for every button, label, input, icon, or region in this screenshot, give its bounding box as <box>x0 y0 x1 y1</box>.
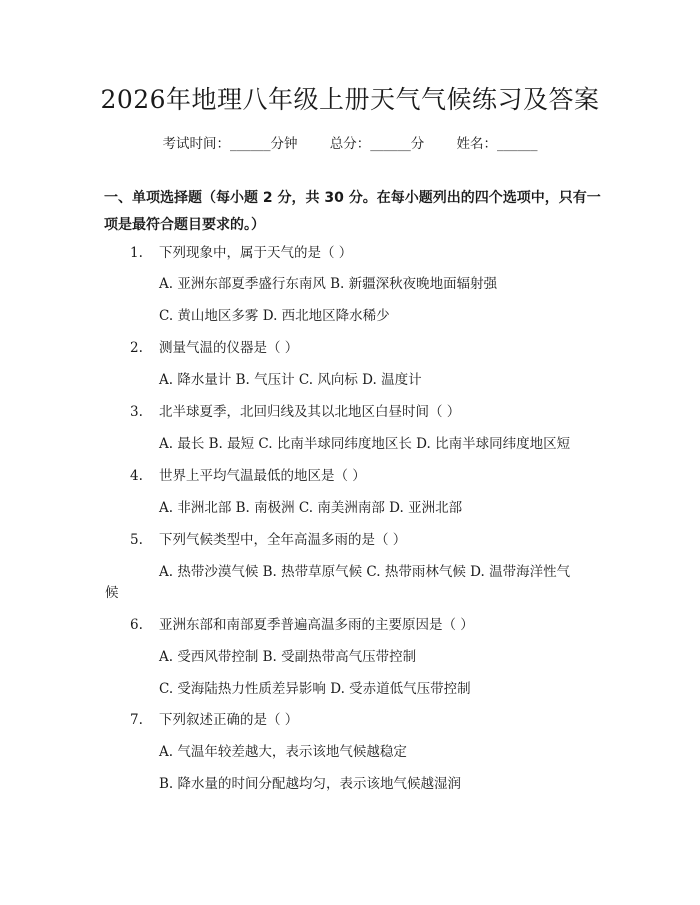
question-7-option-b: B. 降水量的时间分配越均匀，表示该地气候越湿润 <box>159 776 462 792</box>
question-number: 4. <box>130 468 143 484</box>
question-1-options-line-2: C. 黄山地区多雾 D. 西北地区降水稀少 <box>159 308 390 324</box>
question-text: 下列现象中，属于天气的是（ ） <box>159 245 353 261</box>
question-6-options-line-1: A. 受西风带控制 B. 受副热带高气压带控制 <box>159 649 417 665</box>
question-5-options-line-1: A. 热带沙漠气候 B. 热带草原气候 C. 热带雨林气候 D. 温带海洋性气 <box>159 564 571 580</box>
question-6-options-line-2: C. 受海陆热力性质差异影响 D. 受赤道低气压带控制 <box>159 681 471 697</box>
question-2-options: A. 降水量计 B. 气压计 C. 风向标 D. 温度计 <box>159 372 422 388</box>
question-number: 7. <box>130 712 143 728</box>
exam-info-line <box>0 132 700 152</box>
question-6 <box>130 612 474 639</box>
question-4-options: A. 非洲北部 B. 南极洲 C. 南美洲南部 D. 亚洲北部 <box>159 500 463 516</box>
student-name-field: 姓名：______ <box>456 136 538 152</box>
question-text: 亚洲东部和南部夏季普遍高温多雨的主要原因是（ ） <box>159 617 474 633</box>
question-1 <box>130 240 352 267</box>
question-5 <box>130 527 406 554</box>
page-title: 2026年地理八年级上册天气气候练习及答案 <box>100 85 600 114</box>
question-7 <box>130 707 298 734</box>
question-5-options-line-2: 候 <box>105 585 119 601</box>
question-number: 5. <box>130 532 143 548</box>
question-1-options-line-1: A. 亚洲东部夏季盛行东南风 B. 新疆深秋夜晚地面辐射强 <box>159 276 498 292</box>
question-text: 世界上平均气温最低的地区是（ ） <box>159 468 366 484</box>
question-number: 6. <box>130 617 143 633</box>
exam-time-field: 考试时间：______分钟 <box>162 136 298 152</box>
section-heading: 一、单项选择题（每小题 2 分，共 30 分。在每小题列出的四个选项中，只有一项是最符合题目要求的。） <box>104 190 601 233</box>
question-4 <box>130 463 366 490</box>
question-text: 下列叙述正确的是（ ） <box>159 712 299 728</box>
question-number: 3. <box>130 404 143 420</box>
question-7-option-a: A. 气温年较差越大，表示该地气候越稳定 <box>159 744 407 760</box>
question-text: 北半球夏季，北回归线及其以北地区白昼时间（ ） <box>159 404 461 420</box>
question-2 <box>130 335 298 362</box>
question-number: 1. <box>130 245 143 261</box>
total-score-field: 总分：______分 <box>329 136 425 152</box>
question-text: 测量气温的仪器是（ ） <box>159 340 299 356</box>
question-number: 2. <box>130 340 143 356</box>
question-3-options: A. 最长 B. 最短 C. 比南半球同纬度地区长 D. 比南半球同纬度地区短 <box>159 436 571 452</box>
question-text: 下列气候类型中，全年高温多雨的是（ ） <box>159 532 407 548</box>
question-3 <box>130 399 460 426</box>
